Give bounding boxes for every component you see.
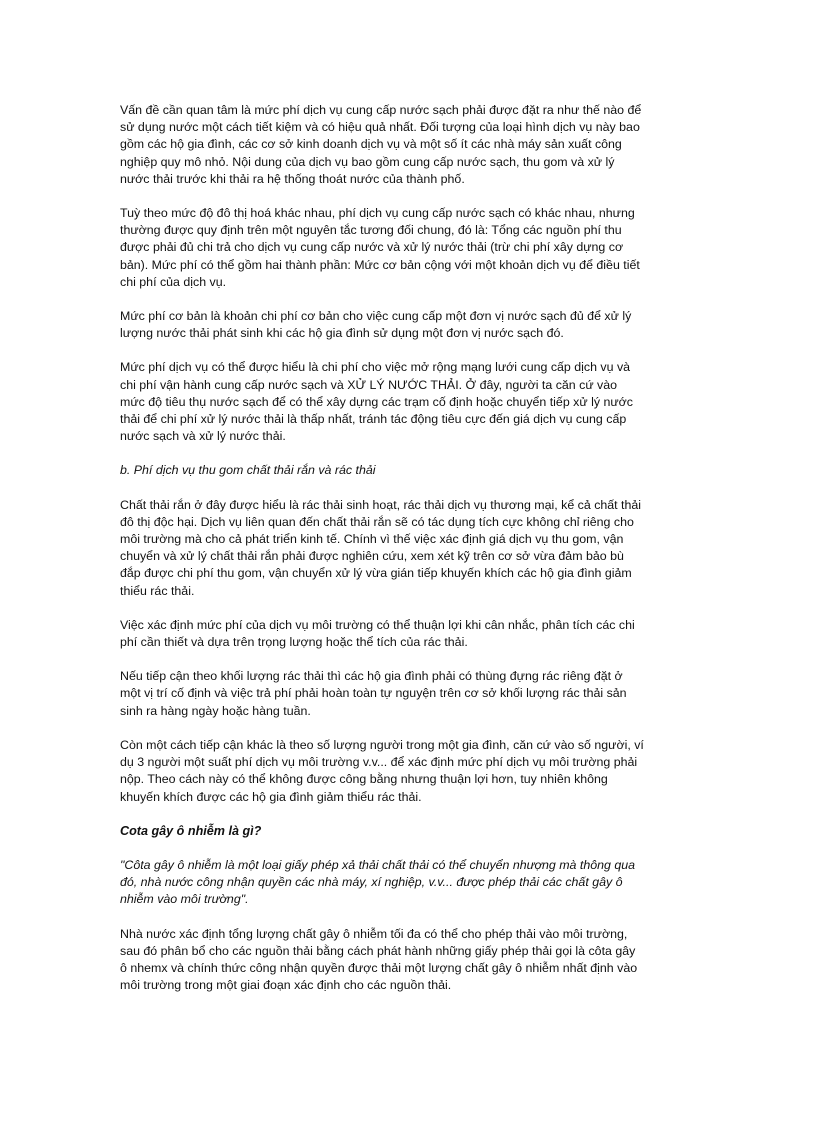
text-line: môi trường mà cho cả phát triển kinh tế. Chính vì thế việc xác định giá dịch vụ thu gom, vận [120, 532, 624, 547]
text-line: chuyển và xử lý chất thải rắn phải được nghiên cứu, xem xét kỹ trên cơ sở vừa đảm bảo bù [120, 549, 624, 564]
text-line: sinh ra hàng ngày hoặc hàng tuần. [120, 703, 311, 718]
text-line: Tuỳ theo mức độ đô thị hoá khác nhau, phí dịch vụ cung cấp nước sạch có khác nhau, nhưng [120, 206, 635, 221]
text-line: "Côta gây ô nhiễm là một loại giấy phép xả thải chất thải có thể chuyển nhượng mà thông qua [120, 857, 636, 872]
text-line: gồm các hộ gia đình, các cơ sở kinh doanh dịch vụ và một số ít các nhà máy sản xuất công [120, 137, 622, 152]
text-line: môi trường trong một giai đoạn xác định cho các nguồn thải. [120, 978, 452, 993]
document-page [120, 102, 686, 1011]
paragraph-service-fee [120, 359, 686, 445]
section-heading-pollution-quota [120, 823, 686, 840]
text-line: mức độ tiêu thụ nước sạch để có thể xây dựng các trạm cố định hoặc chuyển tiếp xử lý nước [120, 394, 633, 409]
text-line: nghiệp quy mô nhỏ. Nội dung của dịch vụ bao gồm cung cấp nước sạch, thu gom và xử lý [120, 154, 615, 169]
paragraph-quota-definition-quote [120, 857, 686, 909]
paragraph-quota-allocation [120, 926, 686, 995]
text-line: thường được quy định trên một nguyên tắc tương đối chung, đó là: Tổng các nguồn phí thu [120, 223, 622, 238]
paragraph-water-fee-intro [120, 102, 686, 188]
paragraph-headcount-approach [120, 737, 686, 806]
text-line: đắp được chi phí thu gom, vận chuyển xử lý vừa gián tiếp khuyến khích các hộ gia đình giảm [120, 566, 632, 581]
paragraph-solid-waste-definition [120, 497, 686, 600]
text-line: dụ 3 người một suất phí dịch vụ môi trường v.v... để xác định mức phí dịch vụ môi trường phải [120, 755, 638, 770]
text-line: nước thải trước khi thải ra hệ thống thoát nước của thành phố. [120, 171, 465, 186]
text-line: lượng nước thải phát sinh khi các hộ gia đình sử dụng một đơn vị nước sạch đó. [120, 326, 564, 341]
text-line: sử dụng nước một cách tiết kiệm và có hiệu quả nhất. Đối tượng của loại hình dịch vụ này bao [120, 120, 640, 135]
section-heading-solid-waste [120, 462, 686, 479]
text-line: sau đó phân bổ cho các nguồn thải bằng cách phát hành những giấy phép thải gọi là côta gây [120, 943, 636, 958]
paragraph-fee-determination [120, 617, 686, 651]
text-line: thiểu rác thải. [120, 583, 195, 598]
text-line: ô nhemx và chính thức công nhận quyền được thải một lượng chất gây ô nhiễm nhất định vào [120, 960, 638, 975]
text-line: nộp. Theo cách này có thể không được công bằng nhưng thuận lợi hơn, tuy nhiên không [120, 772, 608, 787]
text-line: Mức phí dịch vụ có thể được hiểu là chi phí cho việc mở rộng mạng lưới cung cấp dịch vụ và [120, 360, 631, 375]
text-line: Vấn đề cần quan tâm là mức phí dịch vụ cung cấp nước sạch phải được đặt ra như thế nào để [120, 103, 642, 117]
paragraph-volume-approach [120, 668, 686, 720]
section-heading-text: b. Phí dịch vụ thu gom chất thải rắn và rác thải [120, 463, 376, 478]
text-line: nhiễm vào môi trường". [120, 892, 249, 907]
text-line: phí cần thiết và dựa trên trọng lượng hoặc thể tích của rác thải. [120, 635, 468, 650]
text-line: chi phí vận hành cung cấp nước sạch và XỬ LÝ NƯỚC THẢI. Ở đây, người ta căn cứ vào [120, 377, 618, 392]
text-line: được phải đủ chi trả cho dịch vụ cung cấp nước và xử lý nước thải (trừ chi phí xây dựng cơ [120, 240, 624, 255]
text-line: đó, nhà nước công nhận quyền các nhà máy, xí nghiệp, v.v... được phép thải các chất gây ô [120, 875, 623, 890]
text-line: Nhà nước xác định tổng lượng chất gây ô nhiễm tối đa có thể cho phép thải vào môi trường, [120, 926, 628, 941]
text-line: đô thị độc hại. Dịch vụ liên quan đến chất thải rắn sẽ có tác dụng tích cực không chỉ riêng cho [120, 514, 634, 529]
text-line: Còn một cách tiếp cận khác là theo số lượng người trong một gia đình, căn cứ vào số người, ví [120, 737, 644, 752]
paragraph-basic-fee [120, 308, 686, 342]
text-line: chi phí của dịch vụ. [120, 274, 227, 289]
text-line: Chất thải rắn ở đây được hiểu là rác thải sinh hoạt, rác thải dịch vụ thương mại, kể cả chất thải [120, 497, 642, 512]
section-heading-text: Cota gây ô nhiễm là gì? [120, 823, 262, 838]
paragraph-urbanization-fee [120, 205, 686, 291]
text-line: khuyến khích được các hộ gia đình giảm thiểu rác thải. [120, 789, 422, 804]
text-line: Mức phí cơ bản là khoản chi phí cơ bản cho việc cung cấp một đơn vị nước sạch đủ để xử lý [120, 309, 632, 324]
text-line: bản). Mức phí có thể gồm hai thành phần: Mức cơ bản cộng với một khoản dịch vụ để điều tiết [120, 257, 640, 272]
text-line: Nếu tiếp cận theo khối lượng rác thải thì các hộ gia đình phải có thùng đựng rác riêng đặt ở [120, 669, 623, 684]
text-line: nước sạch và xử lý nước thải. [120, 429, 286, 444]
text-line: Việc xác định mức phí của dịch vụ môi trường có thể thuận lợi khi cân nhắc, phân tích các chi [120, 617, 635, 632]
text-line: thải để chi phí xử lý nước thải là thấp nhất, tránh tác động tiêu cực đến giá dịch vụ cung cấp [120, 412, 627, 427]
text-line: một vị trí cố định và việc trả phí phải hoàn toàn tự nguyện trên cơ sở khối lượng rác thải sản [120, 686, 627, 701]
